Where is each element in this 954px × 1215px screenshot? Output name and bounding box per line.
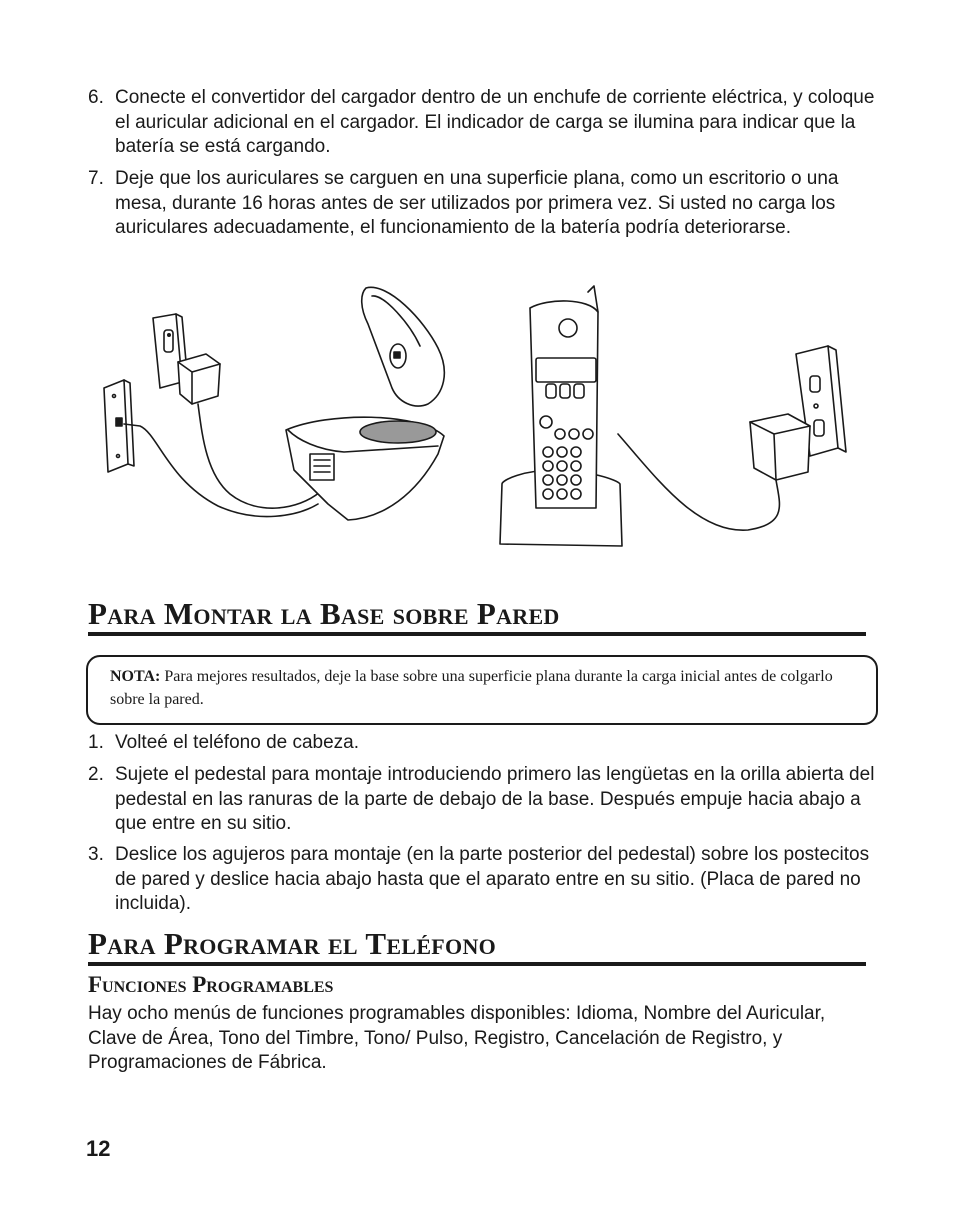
- wall-step-3: [88, 843, 878, 917]
- step-text: Deje que los auriculares se carguen en una superficie plana, como un escritorio o una mesa, durante 16 horas antes de ser utilizados por primera vez. Si usted no carga los auriculares adecuadamente, el funcionamiento de la batería podría deteriorarse.: [115, 168, 839, 238]
- note-text: Para mejores resultados, deje la base sobre una superficie plana durante la carga inicial antes de colgarlo sobre la pared.: [110, 668, 833, 708]
- cradled-handset: [500, 286, 622, 546]
- section-heading-wall-mount: Para Montar la Base sobre Pared: [88, 596, 866, 636]
- step-number: 3.: [88, 844, 104, 865]
- step-number: 7.: [88, 168, 104, 189]
- programmable-functions-paragraph: Hay ocho menús de funciones programables disponibles: Idioma, Nombre del Auricular, Clave de Área, Tono del Timbre, Tono/ Pulso, Registro, Cancelación de Registro, y Programaciones de Fábrica.: [88, 1003, 826, 1073]
- step-number: 6.: [88, 87, 104, 108]
- step-text: Deslice los agujeros para montaje (en la parte posterior del pedestal) sobre los postecitos de pared y deslice hacia abajo hasta que el aparato entre en su sitio. (Placa de pared no incluida).: [115, 844, 870, 914]
- wall-step-2: [88, 763, 878, 837]
- handset-illustration: [362, 287, 445, 406]
- step-6: [88, 86, 878, 160]
- power-adapter-right: [618, 414, 810, 530]
- step-text: Sujete el pedestal para montaje introduciendo primero las lengüetas en la orilla abierta del pedestal en las ranuras de la parte de debajo de la base. Después empuje hacia abajo a que entre en su sitio.: [115, 764, 875, 834]
- wall-step-1: [88, 731, 878, 756]
- step-7: [88, 167, 878, 241]
- charger-base: [286, 417, 444, 520]
- section-heading-program-phone: Para Programar el Teléfono: [88, 926, 866, 966]
- phone-wall-jack: [104, 380, 318, 517]
- step-number: 1.: [88, 732, 104, 753]
- charger-setup-illustration: [98, 284, 858, 552]
- step-text: Conecte el convertidor del cargador dentro de un enchufe de corriente eléctrica, y coloque el auricular adicional en el cargador. El indicador de carga se ilumina para indicar que la batería se está cargando.: [115, 87, 875, 157]
- note-box: [86, 655, 878, 725]
- step-text: Volteé el teléfono de cabeza.: [115, 732, 360, 753]
- page-number: 12: [86, 1136, 111, 1161]
- subheading-programmable-functions: Funciones Programables: [88, 972, 334, 997]
- note-label: NOTA:: [110, 668, 161, 685]
- step-number: 2.: [88, 764, 104, 785]
